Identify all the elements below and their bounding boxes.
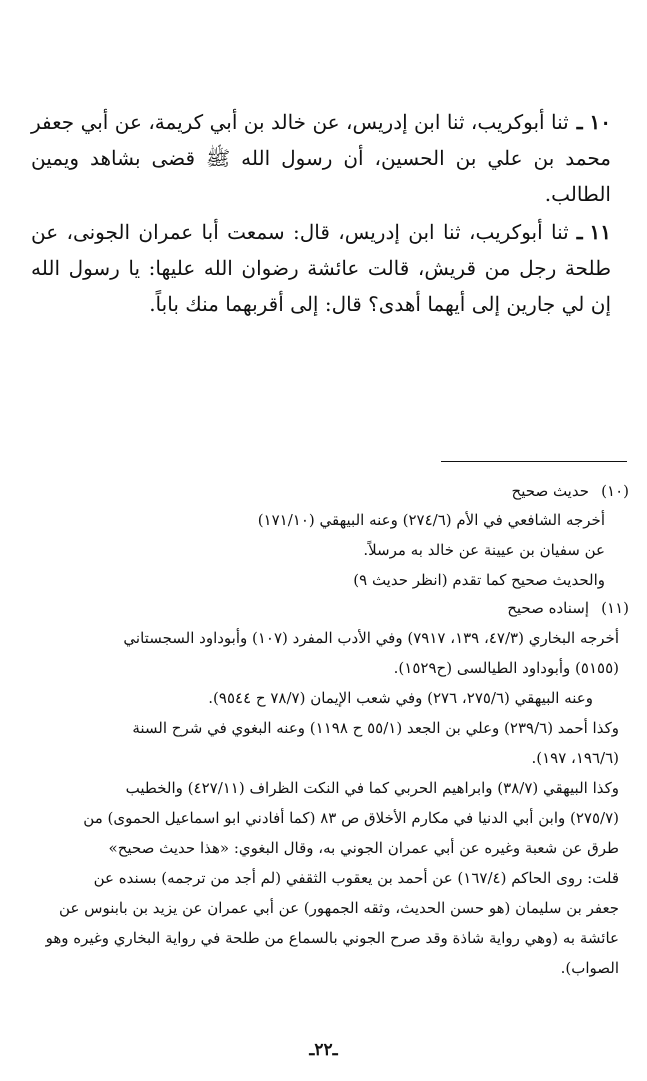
footnote-11-title: إسناده صحيح [507, 599, 589, 617]
hadith-11-number: ١١ ـ [576, 220, 611, 244]
footnote-11-line: وعنه البيهقي (٢٧٥/٦، ٢٧٦) وفي شعب الإيمان (٧٨/٧ ح ٩٥٤٤). [208, 689, 593, 707]
footnote-10-number: (١٠) [601, 482, 629, 500]
footnote-11-line: (١٩٦/٦، ١٩٧). [531, 749, 619, 767]
footnote-11-line: وكذا أحمد (٢٣٩/٦) وعلي بن الجعد (٥٥/١ ح ١١٩٨) وعنه البغوي في شرح السنة [132, 719, 619, 737]
footnote-11-line: قلت: روى الحاكم (١٦٧/٤) عن أحمد بن يعقوب الثقفي (لم أجد من ترجمه) بسنده عن [93, 869, 619, 887]
footnote-11-line: الصواب). [560, 959, 619, 977]
footnote-11-line: وكذا البيهقي (٣٨/٧) وابراهيم الحربي كما في النكت الظراف (٤٢٧/١١) والخطيب [125, 779, 619, 797]
page-number: ـ٢٢ـ [309, 1040, 338, 1060]
footnote-divider [441, 461, 627, 462]
hadith-10-text: ثنا أبوكريب، ثنا ابن إدريس، عن خالد بن أبي كريمة، عن أبي جعفر محمد بن علي بن الحسين، أن رسول الله ﷺ قضى بشاهد ويمين الطالب. [31, 110, 611, 206]
footnote-10-line: أخرجه الشافعي في الأم (٢٧٤/٦) وعنه البيهقي (١٧١/١٠) [257, 511, 605, 529]
footnote-10-title: حديث صحيح [511, 482, 589, 500]
hadith-10 [31, 104, 611, 212]
hadith-11-text: ثنا أبوكريب، ثنا ابن إدريس، قال: سمعت أبا عمران الجونى، عن طلحة رجل من قريش، قالت عائشة رضوان الله عليها: يا رسول الله إن لي جارين إلى أيهما أهدى؟ قال: إلى أقربهما منك باباً. [31, 220, 611, 316]
footnote-11-number: (١١) [601, 599, 629, 617]
footnote-11-heading [507, 596, 629, 620]
footnote-11-line: (٢٧٥/٧) وابن أبي الدنيا في مكارم الأخلاق ص ٨٣ (كما أفادني ابو اسماعيل الحموى) من [83, 809, 619, 827]
footnote-11-line: عائشة به (وهي رواية شاذة وقد صرح الجوني بالسماع من طلحة في رواية البخاري وغيره وهو [45, 929, 619, 947]
footnote-11-line: (٥١٥٥) وأبوداود الطيالسى (ح١٥٢٩). [393, 659, 619, 677]
footnote-10-line: عن سفيان بن عيينة عن خالد به مرسلاً. [363, 541, 605, 559]
footnote-11-line: أخرجه البخاري (٤٧/٣، ١٣٩، ٧٩١٧) وفي الأدب المفرد (١٠٧) وأبوداود السجستاني [123, 629, 619, 647]
hadith-11 [31, 214, 611, 322]
footnote-10-line: والحديث صحيح كما تقدم (انظر حديث ٩) [353, 571, 605, 589]
hadith-10-number: ١٠ ـ [576, 110, 611, 134]
footnote-11-line: طرق عن شعبة وغيره عن أبي عمران الجوني به، وقال البغوي: «هذا حديث صحيح» [108, 839, 619, 857]
footnote-11-line: جعفر بن سليمان (هو حسن الحديث، وثقه الجمهور) عن أبي عمران عن يزيد بن بابنوس عن [59, 899, 619, 917]
footnote-10-heading [512, 479, 629, 503]
